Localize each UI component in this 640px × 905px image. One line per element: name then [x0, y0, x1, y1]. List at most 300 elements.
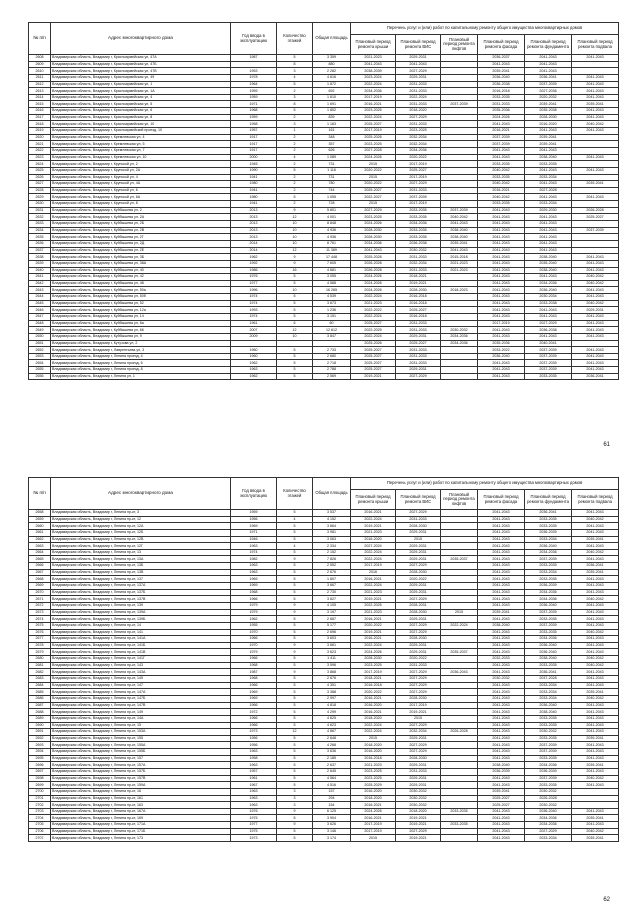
row-num: 2682: [29, 669, 51, 676]
table-row: [29, 194, 619, 201]
row-vis: 2020-2022: [396, 154, 441, 161]
row-foundation: 2041-2043: [525, 247, 572, 254]
row-floors: 2: [277, 141, 313, 148]
row-area: 3 055: [313, 274, 351, 281]
row-num: 2636: [29, 240, 51, 247]
row-foundation: 2041-2043: [525, 194, 572, 201]
row-lifts: 2015: [441, 609, 478, 616]
table-row: [29, 207, 619, 214]
row-roof: 2027-2028: [351, 147, 396, 154]
row-foundation: 2041-2043: [525, 167, 572, 174]
row-area: 4 564: [313, 775, 351, 782]
row-lifts: [441, 536, 478, 543]
row-roof: 2021-2023: [351, 55, 396, 62]
table-row: [29, 536, 619, 543]
row-foundation: 2036-2039: [525, 583, 572, 590]
row-num: 2704: [29, 815, 51, 822]
row-lifts: 2038-2040: [441, 234, 478, 241]
row-area: 2 997: [313, 695, 351, 702]
row-num: 2702: [29, 802, 51, 809]
row-lifts: [441, 616, 478, 623]
row-facade: 2041-2043: [478, 267, 525, 274]
row-basement: 2040-2042: [572, 121, 619, 128]
row-num: 2693: [29, 742, 51, 749]
row-area: 7 605: [313, 260, 351, 267]
row-vis: 2031-2033: [396, 353, 441, 360]
row-num: 2649: [29, 327, 51, 334]
row-year: 1968: [231, 662, 277, 669]
row-foundation: 2036-2040: [525, 649, 572, 656]
row-year: 2014: [231, 247, 277, 254]
row-foundation: 2036-2041: [525, 74, 572, 81]
row-facade: 2041-2043: [478, 214, 525, 221]
row-area: 3 537: [313, 510, 351, 517]
row-area: 1 055: [313, 194, 351, 201]
row-roof: 2022-2024: [351, 81, 396, 88]
row-basement: 2041-2043: [572, 782, 619, 789]
row-year: 1996: [231, 287, 277, 294]
row-foundation: 2036-2040: [525, 602, 572, 609]
row-facade: 2041-2043: [478, 367, 525, 374]
row-num: 2635: [29, 234, 51, 241]
row-foundation: 2033-2035: [525, 616, 572, 623]
row-facade: 2040-2042: [478, 167, 525, 174]
row-address: Владимирская область, Владимир г, Куйбышева ул, 38А: [51, 260, 231, 267]
row-basement: 2041-2043: [572, 81, 619, 88]
row-floors: 9: [277, 642, 313, 649]
row-year: 1963: [231, 563, 277, 570]
row-floors: 2: [277, 114, 313, 121]
row-floors: 5: [277, 835, 313, 842]
row-vis: 2031-2033: [396, 327, 441, 334]
row-roof: 2023-2025: [351, 768, 396, 775]
row-address: Владимирская область, Владимир г, Ленина пр-кт, 139Б: [51, 616, 231, 623]
row-floors: 5: [277, 689, 313, 696]
row-lifts: [441, 636, 478, 643]
row-address: Владимирская область, Владимир г, Красноармейский проезд, 10: [51, 128, 231, 135]
table-row: [29, 589, 619, 596]
row-year: 1966: [231, 715, 277, 722]
row-area: 2 718: [313, 360, 351, 367]
row-address: Владимирская область, Владимир г, Куйбышева ул, 6а: [51, 320, 231, 327]
row-facade: 2025-2027: [478, 802, 525, 809]
page-number: 61: [603, 442, 610, 448]
row-vis: 2031-2033: [396, 254, 441, 261]
row-address: Владимирская область, Владимир г, Крупской ул, 6: [51, 187, 231, 194]
row-vis: 2036-2038: [396, 240, 441, 247]
row-address: Владимирская область, Владимир г, Красноармейская ул, 49: [51, 74, 231, 81]
row-basement: 2041-2043: [572, 154, 619, 161]
row-vis: 2031-2033: [396, 187, 441, 194]
row-address: Владимирская область, Владимир г, Куйбышева ул, 50б: [51, 294, 231, 301]
row-lifts: [441, 294, 478, 301]
row-year: 1941: [231, 174, 277, 181]
row-year: 1966: [231, 722, 277, 729]
row-lifts: [441, 755, 478, 762]
row-roof: 2025-2027: [351, 187, 396, 194]
row-roof: 2019-2021: [351, 596, 396, 603]
row-foundation: 2027-2036: [525, 88, 572, 95]
row-num: 2675: [29, 622, 51, 629]
row-area: 3 063: [313, 536, 351, 543]
table-row: [29, 815, 619, 822]
row-vis: 2031-2033: [396, 320, 441, 327]
row-lifts: [441, 121, 478, 128]
row-facade: 2036-2040: [478, 353, 525, 360]
row-num: 2643: [29, 287, 51, 294]
row-year: 2000: [231, 154, 277, 161]
row-roof: 2041-2043: [351, 247, 396, 254]
row-lifts: 2033-2035: [441, 822, 478, 829]
row-vis: 2033-2035: [396, 207, 441, 214]
row-foundation: 2033-2035: [525, 629, 572, 636]
table-row: [29, 227, 619, 234]
row-address: Владимирская область, Владимир г, Куйбышева ул, 50а: [51, 287, 231, 294]
row-lifts: [441, 373, 478, 380]
header-address: Адрес многоквартирного дома: [51, 478, 231, 510]
header-facade: Плановый период ремонта фасада: [478, 35, 525, 55]
row-lifts: [441, 201, 478, 208]
row-lifts: [441, 114, 478, 121]
row-facade: 2037-2039: [478, 134, 525, 141]
row-facade: 2031-2033: [478, 101, 525, 108]
table-row: [29, 254, 619, 261]
row-year: 1976: [231, 808, 277, 815]
row-year: 1957: [231, 768, 277, 775]
row-lifts: [441, 549, 478, 556]
row-area: 3 623: [313, 649, 351, 656]
row-lifts: [441, 55, 478, 62]
table-row: [29, 689, 619, 696]
row-lifts: [441, 360, 478, 367]
row-year: 1992: [231, 260, 277, 267]
row-lifts: [441, 815, 478, 822]
row-floors: 9: [277, 808, 313, 815]
row-vis: 2031-2033: [396, 88, 441, 95]
row-basement: 2041-2043: [572, 682, 619, 689]
row-address: Владимирская область, Владимир г, Ленина пр-кт, 139: [51, 602, 231, 609]
row-basement: 2041-2043: [572, 556, 619, 563]
row-roof: 2016-2020: [351, 702, 396, 709]
row-num: 2699: [29, 782, 51, 789]
row-floors: 4: [277, 516, 313, 523]
row-foundation: 2037-2039: [525, 609, 572, 616]
row-vis: 2017-2019: [396, 702, 441, 709]
row-num: 2673: [29, 609, 51, 616]
row-floors: 9: [277, 254, 313, 261]
table-row: [29, 294, 619, 301]
row-num: 2701: [29, 795, 51, 802]
row-num: 2686: [29, 695, 51, 702]
row-vis: 2029-2031: [396, 762, 441, 769]
row-facade: 2041-2043: [478, 360, 525, 367]
header-vis: Плановый период ремонта ВИС: [396, 35, 441, 55]
row-facade: 2033-2035: [478, 94, 525, 101]
row-num: 2681: [29, 662, 51, 669]
row-address: Владимирская область, Владимир г, Ленина пр-кт, 167А: [51, 808, 231, 815]
row-roof: 2016-2021: [351, 576, 396, 583]
row-num: 2705: [29, 822, 51, 829]
row-foundation: 2034-2036: [525, 815, 572, 822]
row-area: 1 236: [313, 307, 351, 314]
row-foundation: 2033-2035: [525, 755, 572, 762]
row-vis: 2032-2034: [396, 134, 441, 141]
row-vis: 2018-2020: [396, 108, 441, 115]
row-num: 2621: [29, 141, 51, 148]
header-vis: Плановый период ремонта ВИС: [396, 490, 441, 510]
row-basement: 2039-2041: [572, 815, 619, 822]
table-row: [29, 267, 619, 274]
row-floors: 5: [277, 749, 313, 756]
row-roof: 2022-2024: [351, 294, 396, 301]
row-address: Владимирская область, Владимир г, Крупской ул, 4: [51, 174, 231, 181]
row-year: 1957: [231, 128, 277, 135]
row-num: 2620: [29, 134, 51, 141]
row-facade: 2041-2043: [478, 828, 525, 835]
row-year: 2009: [231, 333, 277, 340]
table-row: [29, 715, 619, 722]
row-vis: 2018-2021: [396, 274, 441, 281]
row-area: 348: [313, 134, 351, 141]
row-year: 1962: [231, 373, 277, 380]
row-num: 2623: [29, 154, 51, 161]
table-row: [29, 735, 619, 742]
row-num: 2662: [29, 536, 51, 543]
row-vis: 2027-2029: [396, 828, 441, 835]
row-area: 157: [313, 788, 351, 795]
row-roof: 2016-2021: [351, 802, 396, 809]
row-vis: 2032-2034: [396, 141, 441, 148]
row-foundation: 2028-2030: [525, 114, 572, 121]
row-year: 1959: [231, 510, 277, 517]
row-basement: 2039-2041: [572, 101, 619, 108]
row-num: 2615: [29, 101, 51, 108]
row-roof: 2024-2026: [351, 274, 396, 281]
row-vis: 2027-2029: [396, 622, 441, 629]
row-area: 154: [313, 802, 351, 809]
row-roof: 2025-2027: [351, 367, 396, 374]
row-roof: 2022-2025: [351, 327, 396, 334]
row-facade: 2038-2040: [478, 622, 525, 629]
row-address: Владимирская область, Владимир г, Куйбышева ул, 2В: [51, 227, 231, 234]
row-basement: 2041-2043: [572, 636, 619, 643]
row-address: Владимирская область, Владимир г, Ленина проезд, 4: [51, 353, 231, 360]
row-foundation: 2037-2039: [525, 353, 572, 360]
row-vis: 2027-2029: [396, 722, 441, 729]
row-address: Владимирская область, Владимир г, Ленина пр-кт, 141А: [51, 636, 231, 643]
row-floors: 9: [277, 649, 313, 656]
row-roof: 2016-2021: [351, 636, 396, 643]
row-facade: 2041-2043: [478, 616, 525, 623]
row-roof: 2021-2023: [351, 762, 396, 769]
row-vis: 2027-2029: [396, 676, 441, 683]
row-year: 1969: [231, 695, 277, 702]
row-basement: 2041-2043: [572, 260, 619, 267]
row-lifts: 2036-2043: [441, 669, 478, 676]
row-area: 4 818: [313, 702, 351, 709]
row-floors: 10: [277, 227, 313, 234]
row-num: 2610: [29, 68, 51, 75]
row-basement: 2041-2043: [572, 367, 619, 374]
row-num: 2669: [29, 583, 51, 590]
row-basement: 2040-2042: [572, 280, 619, 287]
row-lifts: [441, 68, 478, 75]
table-row: [29, 280, 619, 287]
row-basement: 2040-2042: [572, 662, 619, 669]
row-address: Владимирская область, Владимир г, Ленина пр-кт, 141В: [51, 649, 231, 656]
row-lifts: [441, 194, 478, 201]
row-foundation: 2033-2035: [525, 662, 572, 669]
row-area: 4 152: [313, 516, 351, 523]
row-address: Владимирская область, Владимир г, Ленина пр-кт, 141: [51, 629, 231, 636]
row-facade: 2041-2043: [478, 536, 525, 543]
row-floors: 5: [277, 596, 313, 603]
row-vis: 2029-2031: [396, 549, 441, 556]
row-num: 2650: [29, 333, 51, 340]
row-roof: 2016: [351, 569, 396, 576]
row-basement: 2041-2043: [572, 676, 619, 683]
row-basement: 2041-2043: [572, 589, 619, 596]
row-vis: 2029-2031: [396, 333, 441, 340]
row-lifts: [441, 775, 478, 782]
row-address: Владимирская область, Владимир г, Куйбышева ул, 2Д: [51, 240, 231, 247]
row-area: 4 539: [313, 294, 351, 301]
row-lifts: [441, 543, 478, 550]
row-roof: 2021-2023: [351, 529, 396, 536]
row-address: Владимирская область, Владимир г, Ленина пр-кт, 155Б: [51, 749, 231, 756]
table-row: [29, 320, 619, 327]
row-foundation: 2033-2034: [525, 689, 572, 696]
row-roof: 2018-2020: [351, 742, 396, 749]
row-num: 2661: [29, 529, 51, 536]
row-num: 2706: [29, 828, 51, 835]
row-lifts: [441, 576, 478, 583]
row-year: 1966: [231, 656, 277, 663]
row-address: Владимирская область, Владимир г, Куйбышева ул, 2Е: [51, 247, 231, 254]
row-address: Владимирская область, Владимир г, Красноармейская ул, 1: [51, 81, 231, 88]
row-floors: 5: [277, 367, 313, 374]
row-basement: 2041-2043: [572, 523, 619, 530]
row-num: 2614: [29, 94, 51, 101]
row-num: 2631: [29, 207, 51, 214]
row-address: Владимирская область, Владимир г, Ленина пр-кт, 157Б: [51, 768, 231, 775]
row-vis: 2016-2018: [396, 294, 441, 301]
row-area: 2 282: [313, 68, 351, 75]
row-year: 1969: [231, 689, 277, 696]
row-basement: 2036-2041: [572, 563, 619, 570]
row-year: [231, 61, 277, 68]
row-area: 1 691: [313, 101, 351, 108]
row-area: 3 667: [313, 583, 351, 590]
table-row: [29, 94, 619, 101]
row-address: Владимирская область, Владимир г, Ленина пр-кт, 15: [51, 722, 231, 729]
row-vis: 2022-2024: [396, 94, 441, 101]
row-lifts: 2030-2032: [441, 327, 478, 334]
row-roof: 2023-2025: [351, 141, 396, 148]
row-vis: 2031-2033: [396, 662, 441, 669]
row-facade: 2041-2043: [478, 221, 525, 228]
row-lifts: [441, 181, 478, 188]
row-basement: 2041-2043: [572, 808, 619, 815]
row-vis: 2033-2035: [396, 227, 441, 234]
register-table: [28, 22, 619, 380]
row-address: Владимирская область, Владимир г, Ленина пр-кт, 173: [51, 835, 231, 842]
row-num: 2639: [29, 260, 51, 267]
row-vis: 2041-2043: [396, 61, 441, 68]
row-lifts: 2040-2042: [441, 214, 478, 221]
row-vis: 2029-2031: [396, 367, 441, 374]
row-num: 2677: [29, 636, 51, 643]
row-area: 3 847: [313, 333, 351, 340]
row-basement: 2040-2042: [572, 656, 619, 663]
row-floors: 5: [277, 775, 313, 782]
row-floors: [277, 340, 313, 347]
row-foundation: 2041-2043: [525, 68, 572, 75]
row-floors: 5: [277, 313, 313, 320]
row-foundation: 2033-2034: [525, 835, 572, 842]
row-basement: 2040-2042: [572, 300, 619, 307]
row-basement: 2041-2043: [572, 333, 619, 340]
row-vis: 2031-2033: [396, 516, 441, 523]
row-year: 1970: [231, 629, 277, 636]
table-row: [29, 782, 619, 789]
row-facade: 2041-2043: [478, 274, 525, 281]
row-num: 2700: [29, 788, 51, 795]
row-facade: 2033-2035: [478, 201, 525, 208]
row-facade: 2041-2043: [478, 556, 525, 563]
row-basement: [572, 201, 619, 208]
row-area: 5 177: [313, 622, 351, 629]
row-area: 4 105: [313, 602, 351, 609]
row-vis: 2027-2029: [396, 510, 441, 517]
row-lifts: [441, 722, 478, 729]
row-num: 2652: [29, 347, 51, 354]
row-facade: 2041-2043: [478, 589, 525, 596]
row-basement: 2041-2043: [572, 128, 619, 135]
header-lifts: Плановый период ремонта лифтов: [441, 35, 478, 55]
table-row: [29, 313, 619, 320]
row-facade: 2041-2043: [478, 254, 525, 261]
row-area: 3 197: [313, 609, 351, 616]
row-vis: 2018-2020: [396, 808, 441, 815]
row-num: 2691: [29, 729, 51, 736]
register-page-2: [28, 477, 618, 903]
row-num: 2656: [29, 373, 51, 380]
row-year: 1968: [231, 108, 277, 115]
row-facade: 2041-2043: [478, 576, 525, 583]
row-roof: 2020-2022: [351, 689, 396, 696]
row-basement: [572, 147, 619, 154]
header-address: Адрес многоквартирного дома: [51, 23, 231, 55]
row-num: 2672: [29, 602, 51, 609]
row-foundation: 2036-2039: [525, 529, 572, 536]
table-row: [29, 141, 619, 148]
row-lifts: [441, 108, 478, 115]
row-roof: 2028-2030: [351, 656, 396, 663]
row-facade: 2041-2043: [478, 689, 525, 696]
row-vis: 2032-2034: [396, 260, 441, 267]
row-roof: 2025-2027: [351, 360, 396, 367]
row-basement: 2039-2041: [572, 569, 619, 576]
row-floors: 5: [277, 656, 313, 663]
row-num: 2703: [29, 808, 51, 815]
table-row: [29, 602, 619, 609]
row-floors: 12: [277, 247, 313, 254]
table-row: [29, 762, 619, 769]
row-floors: 16: [277, 267, 313, 274]
row-vis: 2016-2018: [396, 300, 441, 307]
row-floors: 5: [277, 715, 313, 722]
